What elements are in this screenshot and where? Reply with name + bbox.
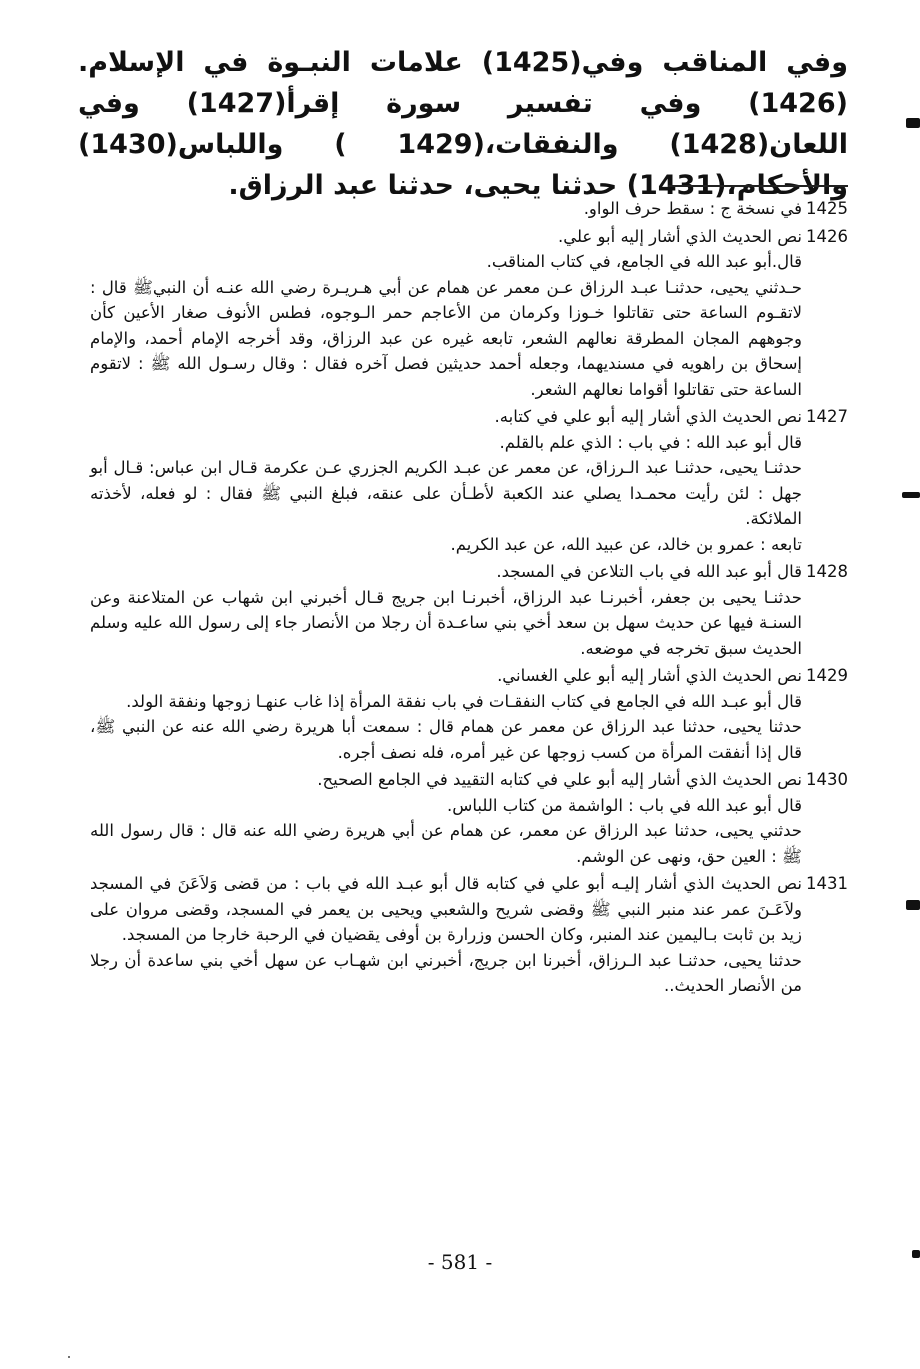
footnote-text: تابعه : عمرو بن خالد، عن عبيد الله، عن عبد الكريم. bbox=[450, 534, 802, 554]
footnote-text: قال أبو عبـد الله في الجامع في كتاب النفقـات في باب نفقة المرأة إذا غاب عنهـا زوجها ونفقة الولد. bbox=[126, 691, 802, 711]
footnote-text: قال أبو عبد الله في باب التلاعن في المسجد. bbox=[496, 562, 802, 581]
footnote-text: حدثنـا يحيى، حدثنـا عبد الـرزاق، عن معمر عن عبـد الكريم الجزري عـن عكرمة قـال ابن عباس: قـال أبو جهل : لئن رأيت محمـدا يصلي عند الكعبة لأطـأن على عنقه، فبلغ النبي ﷺ فقال : لو فعله، لأخذته الملائكة. bbox=[90, 458, 802, 528]
scan-mark bbox=[906, 118, 920, 128]
footnote-text: حدثنا يحيى، حدثنـا عبد الـرزاق، أخبرنا ابن جريج، أخبرني ابن شهـاب عن سهل أخي بني ساعدة أن رجلا من الأنصار الحديث.. bbox=[90, 950, 802, 995]
footnote-separator bbox=[668, 185, 848, 187]
footnote-number: 1428 bbox=[806, 562, 848, 581]
footnote-text: حدثنا يحيى، حدثنا عبد الرزاق عن معمر عن همام قال : سمعت أبا هريرة رضي الله عنه عن النبي ﷺ، قال إذا أنفقت المرأة من كسب زوجها عن غير أمره، فله نصف أجره. bbox=[90, 717, 802, 762]
footnote-1428 bbox=[90, 559, 848, 661]
footnote-text: نص الحديث الذي أشار إليه أبو علي في كتابه التقييد في الجامع الصحيح. bbox=[317, 770, 802, 789]
footnote-number: 1427 bbox=[806, 407, 848, 426]
footnote-text: حدثني يحيى، حدثنا عبد الرزاق عن معمر، عن همام عن أبي هريرة رضي الله عنه قال : قال رسول الله ﷺ : العين حق، ونهى عن الوشم. bbox=[90, 821, 802, 866]
footnote-1426 bbox=[90, 224, 848, 403]
footnote-number: 1430 bbox=[806, 770, 848, 789]
footnote-text: قال أبو عبد الله في باب : الواشمة من كتاب اللباس. bbox=[447, 795, 802, 815]
scan-mark bbox=[902, 492, 920, 498]
footnote-text: في نسخة ج : سقط حرف الواو. bbox=[583, 199, 802, 218]
footnote-text: نص الحديث الذي أشار إليـه أبو علي في كتابه قال أبو عبـد الله في باب : من قضى وَلاَعَنَ في المسجد ولاَعَـنَ عمر عند منبر النبي ﷺ وقضى شريح والشعبي ويحيى بن يعمر في المسجد، وقضى مروان على زيد بن ثابت بـاليمين عند المنبر، وكان الحسن وزرارة بن أوفى يقضيان في الرحبة خارجا من المسجد. bbox=[90, 874, 802, 944]
footnote-number: 1425 bbox=[806, 199, 848, 218]
footnote-1429 bbox=[90, 663, 848, 765]
footnote-1427 bbox=[90, 404, 848, 557]
footnote-text: حدثنـا يحيى بن جعفر، أخبرنـا عبد الرزاق، أخبرنـا ابن جريج قـال أخبرني ابن شهاب عن المتلاعنة وعن السنـة فيها عن حديث سهل بن سعد أخي بني ساعـدة أن رجلا من الأنصار جاء إلى رسول الله عليه وسلم الحديث سبق تخرجه في موضعه. bbox=[90, 587, 802, 658]
main-paragraph: وفي المناقب وفي(1425) علامات النبـوة في الإسلام.(1426) وفي تفسير سورة إقرأ(1427) وفي اللعان(1428) والنفقات،(1429 ) واللباس(1430) والأحكام،(1431) حدثنا يحيى، حدثنا عبد الرزاق. bbox=[78, 47, 849, 201]
footnote-number: 1431 bbox=[806, 874, 848, 893]
footnote-text: نص الحديث الذي أشار إليه أبو علي في كتابه. bbox=[494, 407, 802, 426]
footnote-text: نص الحديث الذي أشار إليه أبو علي. bbox=[557, 226, 802, 246]
scan-mark bbox=[906, 900, 920, 910]
footnote-number: 1429 bbox=[806, 666, 848, 685]
footnote-text: حـدثني يحيى، حدثنـا عبـد الرزاق عـن معمر عن همام عن أبي هـريـرة رضي الله عنـه أن النبيﷺ قال : لاتقـوم الساعة حتى تقاتلوا خـوزا وكرمان من الأعاجم حمر الـوجوه، فطس الأنوف صغار الأعين كأن وجوههم المجان المطرقة نعالهم الشعر، تابعه غيره عن عبد الرزاق، وقد أخرجه الإمام أحمد، والإمام إسحاق بن راهويه في مسنديهما، وجعله أحمد حديثين فصل آخره فقال : وقال رسـول الله ﷺ : لاتقوم الساعة حتى تقاتلوا أقواما نعالهم الشعر. bbox=[90, 277, 802, 399]
footnote-number: 1426 bbox=[806, 226, 848, 246]
footnote-text: قال أبو عبد الله : في باب : الذي علم بالقلم. bbox=[499, 432, 802, 452]
footnote-1430 bbox=[90, 767, 848, 869]
footnote-1425 bbox=[90, 196, 848, 222]
footnote-1431 bbox=[90, 871, 848, 999]
footnotes-section bbox=[90, 196, 848, 999]
page-number: - 581 - bbox=[427, 1250, 493, 1274]
footnote-text: قال.أبو عبد الله في الجامع، في كتاب المناقب. bbox=[486, 252, 802, 271]
scan-mark bbox=[912, 1250, 920, 1258]
footnote-text: نص الحديث الذي أشار إليه أبو علي الغساني. bbox=[497, 666, 802, 685]
scan-mark bbox=[68, 1356, 70, 1358]
